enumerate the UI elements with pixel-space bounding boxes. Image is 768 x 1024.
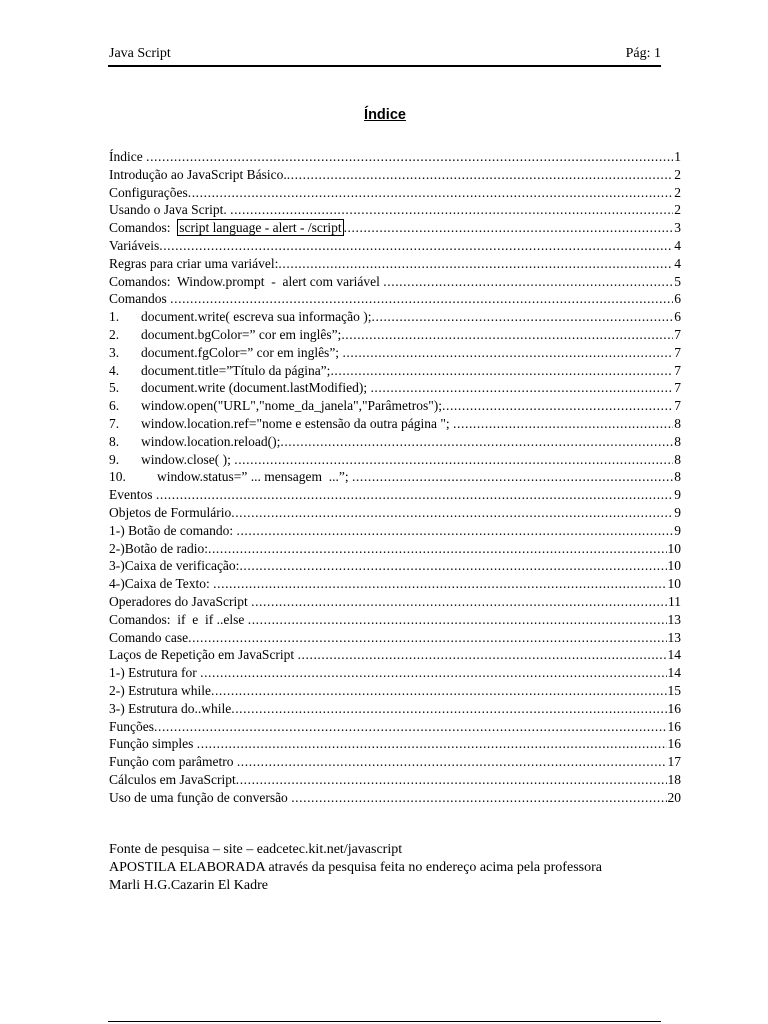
toc-entry-label-text: 1-) Estrutura for [109, 665, 201, 681]
toc-entry-page: 1 [674, 149, 681, 164]
toc-dot-leader [383, 273, 673, 291]
header-rule [108, 65, 661, 67]
toc-dot-leader [251, 593, 667, 611]
toc-entry[interactable] [109, 326, 681, 344]
toc-dot-leader [280, 433, 673, 451]
toc-entry-label [141, 415, 453, 433]
toc-dot-leader [248, 611, 667, 629]
toc-dot-leader [208, 540, 667, 558]
toc-entry-page: 8 [674, 433, 681, 449]
toc-entry-label [109, 611, 248, 629]
toc-entry-label-text: Cálculos em JavaScript [109, 771, 236, 787]
toc-entry-page: 9 [674, 522, 681, 538]
toc-entry-label-text: Uso de uma função de conversão [109, 789, 292, 805]
toc-dot-leader [236, 522, 673, 540]
footer-source: Fonte de pesquisa – site – eadcetec.kit.net/javascript [109, 842, 403, 857]
toc-entry[interactable] [109, 540, 681, 558]
toc-entry-label-text: Configurações [109, 184, 188, 200]
toc-entry-label [109, 290, 170, 308]
toc-entry-page: 16 [667, 700, 681, 716]
toc-entry-label [109, 646, 298, 664]
toc-entry-label-text: 1-) Botão de comando: [109, 522, 237, 538]
toc-entry-label [109, 166, 287, 184]
toc-entry[interactable] [109, 219, 681, 237]
toc-entry-page: 7 [674, 398, 681, 414]
toc-dot-leader [278, 255, 673, 273]
toc-entry-page: 16 [667, 736, 681, 752]
toc-dot-leader [236, 771, 667, 789]
toc-entry-label-text: Funções [109, 718, 154, 734]
toc-entry-page: 6 [674, 291, 681, 307]
toc-entry-label-text: 2-)Botão de radio: [109, 540, 208, 556]
toc-entry-label-text: window.close( ); [141, 451, 235, 467]
toc-entry-page: 9 [674, 487, 681, 503]
toc-dot-leader [188, 184, 674, 202]
toc-entry-label [109, 273, 383, 291]
footer-author-line: APOSTILA ELABORADA através da pesquisa feita no endereço acima pela professora [109, 859, 602, 875]
toc-entry[interactable] [109, 611, 681, 629]
toc-entry-label-text: window.open("URL","nome_da_janela","Parâmetros"); [141, 398, 442, 414]
toc-dot-leader [342, 344, 673, 362]
toc-entry-page: 15 [667, 682, 681, 698]
toc-entry[interactable] [109, 362, 681, 380]
toc-entry-page: 8 [674, 415, 681, 431]
toc-entry-number: 7. [109, 415, 120, 431]
toc-entry-page: 17 [667, 754, 681, 770]
toc-entry-label [141, 397, 442, 415]
toc-entry-number: 4. [109, 362, 120, 378]
toc-entry[interactable] [109, 166, 681, 184]
toc-entry[interactable] [109, 344, 681, 362]
toc-entry[interactable] [109, 593, 681, 611]
toc-entry-label-text: Comandos: if e if ..else [109, 611, 248, 627]
toc-entry[interactable] [109, 771, 681, 789]
footer-author-name: Marli H.G.Cazarin El Kadre [109, 877, 268, 893]
toc-dot-leader [156, 486, 673, 504]
toc-entry-page: 9 [674, 504, 681, 520]
toc-entry-label [109, 540, 208, 558]
toc-entry-page: 3 [674, 220, 681, 236]
toc-entry-page: 4 [674, 255, 681, 271]
toc-entry-label-text: Eventos [109, 487, 156, 503]
toc-entry-label-text: Comandos: Window.prompt - alert com variável [109, 273, 384, 289]
toc-entry[interactable] [109, 504, 681, 522]
toc-entry-label-text: 3-)Caixa de verificação: [109, 558, 240, 574]
toc-entry-number: 2. [109, 326, 120, 342]
toc-entry-page: 7 [674, 326, 681, 342]
toc-entry-label [109, 629, 188, 647]
toc-entry-label [141, 308, 372, 326]
toc-entry-label-text: Operadores do JavaScript [109, 593, 252, 609]
toc-entry-label [109, 201, 230, 219]
toc-entry-label-text: Comandos: [109, 220, 178, 236]
toc-dot-leader [231, 700, 666, 718]
toc-dot-leader [211, 682, 667, 700]
toc-entry-label-text: Índice [109, 149, 147, 164]
toc-entry[interactable] [109, 664, 681, 682]
toc-entry-label [141, 344, 342, 362]
toc-entry[interactable] [109, 308, 681, 326]
toc-entry[interactable] [109, 237, 681, 255]
toc-entry-page: 2 [674, 184, 681, 200]
toc-entry-page: 13 [667, 629, 681, 645]
toc-entry-page: 18 [667, 771, 681, 787]
toc-entry-number: 6. [109, 398, 120, 414]
toc-entry[interactable] [109, 468, 681, 486]
toc-dot-leader [200, 664, 666, 682]
toc-dot-leader [213, 575, 666, 593]
toc-entry-label [109, 789, 291, 807]
toc-entry-label [109, 718, 154, 736]
page-number: Pág: 1 [625, 46, 661, 61]
toc-dot-leader [352, 468, 673, 486]
toc-entry-label [141, 379, 370, 397]
toc-entry[interactable] [109, 629, 681, 647]
toc-entry-label [109, 486, 156, 504]
toc-entry[interactable] [109, 433, 681, 451]
toc-entry-number: 3. [109, 344, 120, 360]
toc-entry-label [109, 664, 200, 682]
toc-entry-page: 14 [667, 647, 681, 663]
toc-entry-label-text: window.location.ref="nome e estensão da outra página "; [141, 415, 454, 431]
toc-entry-label [141, 326, 341, 344]
toc-entry-number: 9. [109, 451, 120, 467]
toc-entry-page: 13 [667, 611, 681, 627]
toc-entry-page: 20 [667, 789, 681, 805]
toc-entry[interactable] [109, 557, 681, 575]
toc-entry-label [109, 148, 146, 166]
toc-entry-label [109, 682, 211, 700]
toc-entry-page: 10 [667, 576, 681, 592]
toc-entry-label [109, 735, 197, 753]
toc-entry-label [157, 468, 352, 486]
toc-entry-page: 11 [668, 593, 681, 609]
toc-entry[interactable] [109, 486, 681, 504]
toc-entry[interactable] [109, 718, 681, 736]
toc-entry-label [109, 184, 188, 202]
toc-entry-label-text: document.bgColor=” cor em inglês”; [141, 326, 342, 342]
toc-entry[interactable] [109, 700, 681, 718]
toc-entry-label [109, 255, 278, 273]
toc-dot-leader [291, 789, 666, 807]
toc-dot-leader [239, 557, 666, 575]
toc-dot-leader [344, 219, 674, 237]
toc-entry[interactable] [109, 397, 681, 415]
toc-entry-page: 8 [674, 451, 681, 467]
toc-entry-label [141, 362, 330, 380]
toc-dot-leader [197, 735, 667, 753]
toc-dot-leader [370, 379, 673, 397]
toc-dot-leader [154, 718, 667, 736]
toc-entry-label-text: 4-)Caixa de Texto: [109, 576, 214, 592]
header-title: Java Script [109, 46, 171, 61]
toc-entry[interactable] [109, 415, 681, 433]
toc-entry-label-text: document.title=”Título da página”; [141, 362, 331, 378]
toc-entry-label-text: 3-) Estrutura do..while [109, 700, 232, 716]
toc-entry-label-text: Introdução ao JavaScript Básico. [109, 166, 287, 182]
toc-dot-leader [146, 148, 673, 166]
toc-entry-label-text: window.status=” ... mensagem ...”; [157, 469, 352, 485]
toc-dot-leader [372, 308, 674, 326]
toc-entry-page: 2 [674, 166, 681, 182]
toc-entry[interactable] [109, 789, 681, 807]
toc-entry-label [141, 433, 280, 451]
toc-entry-page: 5 [674, 273, 681, 289]
toc-entry[interactable] [109, 201, 681, 219]
toc-entry-label [109, 504, 231, 522]
toc-dot-leader [230, 201, 673, 219]
toc-entry-label-text: Comando case [109, 629, 189, 645]
toc-entry-label [109, 575, 213, 593]
index-title: Índice [364, 107, 406, 123]
toc-dot-leader [442, 397, 673, 415]
toc-dot-leader [159, 237, 673, 255]
toc-entry-page: 4 [674, 237, 681, 253]
toc-entry-label-text: Comandos [109, 291, 171, 307]
toc-entry-label [109, 700, 231, 718]
toc-entry-boxed-text: script language - alert - /script [179, 220, 342, 236]
toc-entry-label-text: document.fgColor=” cor em inglês”; [141, 344, 343, 360]
toc-dot-leader [330, 362, 673, 380]
toc-entry[interactable] [109, 184, 681, 202]
toc-entry-page: 6 [674, 309, 681, 325]
toc-entry[interactable] [109, 255, 681, 273]
toc-dot-leader [170, 290, 673, 308]
toc-entry-number: 1. [109, 309, 120, 325]
toc-entry-label [109, 219, 344, 237]
toc-entry-label-text: window.location.reload(); [141, 433, 281, 449]
toc-entry-label [141, 451, 234, 469]
toc-entry-label-text: Objetos de Formulário [109, 504, 232, 520]
toc-entry-number: 8. [109, 433, 120, 449]
toc-entry[interactable] [109, 290, 681, 308]
toc-entry-page: 10 [667, 540, 681, 556]
toc-entry[interactable] [109, 735, 681, 753]
toc-entry[interactable] [109, 753, 681, 771]
toc-entry-page: 7 [674, 362, 681, 378]
toc-entry-label [109, 522, 236, 540]
toc-entry-label [109, 593, 251, 611]
footer-rule [108, 1021, 661, 1022]
toc-dot-leader [231, 504, 673, 522]
toc-entry-label [109, 557, 239, 575]
toc-entry-label-text: Função simples [109, 736, 197, 752]
toc-entry-number: 10. [109, 469, 126, 485]
toc-entry-number: 5. [109, 380, 120, 396]
table-of-contents [109, 148, 681, 806]
toc-entry-page: 8 [674, 469, 681, 485]
toc-entry-label-text: Regras para criar uma variável: [109, 255, 279, 271]
toc-entry-label-text: document.write( escreva sua informação ); [141, 309, 372, 325]
toc-entry[interactable] [109, 273, 681, 291]
toc-entry[interactable] [109, 451, 681, 469]
toc-dot-leader [341, 326, 673, 344]
toc-entry-label-text: Variáveis [109, 237, 160, 253]
page-header [109, 46, 661, 62]
toc-entry[interactable] [109, 522, 681, 540]
toc-dot-leader [298, 646, 667, 664]
toc-entry-label [109, 237, 159, 255]
toc-dot-leader [287, 166, 674, 184]
toc-entry-label-text: document.write (document.lastModified); [141, 380, 371, 396]
toc-dot-leader [234, 451, 673, 469]
toc-entry-page: 14 [667, 665, 681, 681]
footer-notes [109, 841, 602, 894]
toc-entry-page: 7 [674, 380, 681, 396]
toc-entry[interactable] [109, 575, 681, 593]
toc-entry-page: 16 [667, 718, 681, 734]
toc-entry-label-text: Laços de Repetição em JavaScript [109, 647, 298, 663]
toc-entry-page: 7 [674, 344, 681, 360]
toc-entry-label-text: Função com parâmetro [109, 754, 237, 770]
toc-entry[interactable] [109, 646, 681, 664]
toc-entry-label-text: 2-) Estrutura while [109, 682, 211, 698]
toc-dot-leader [453, 415, 673, 433]
toc-entry-label [109, 753, 237, 771]
toc-entry-page: 10 [667, 558, 681, 574]
toc-entry-page: 2 [674, 202, 681, 218]
toc-entry-label [109, 771, 236, 789]
toc-entry[interactable] [109, 379, 681, 397]
toc-dot-leader [237, 753, 667, 771]
toc-entry-label-text: Usando o Java Script. [109, 202, 231, 218]
toc-dot-leader [188, 629, 666, 647]
toc-entry[interactable] [109, 682, 681, 700]
toc-entry[interactable] [109, 148, 681, 166]
